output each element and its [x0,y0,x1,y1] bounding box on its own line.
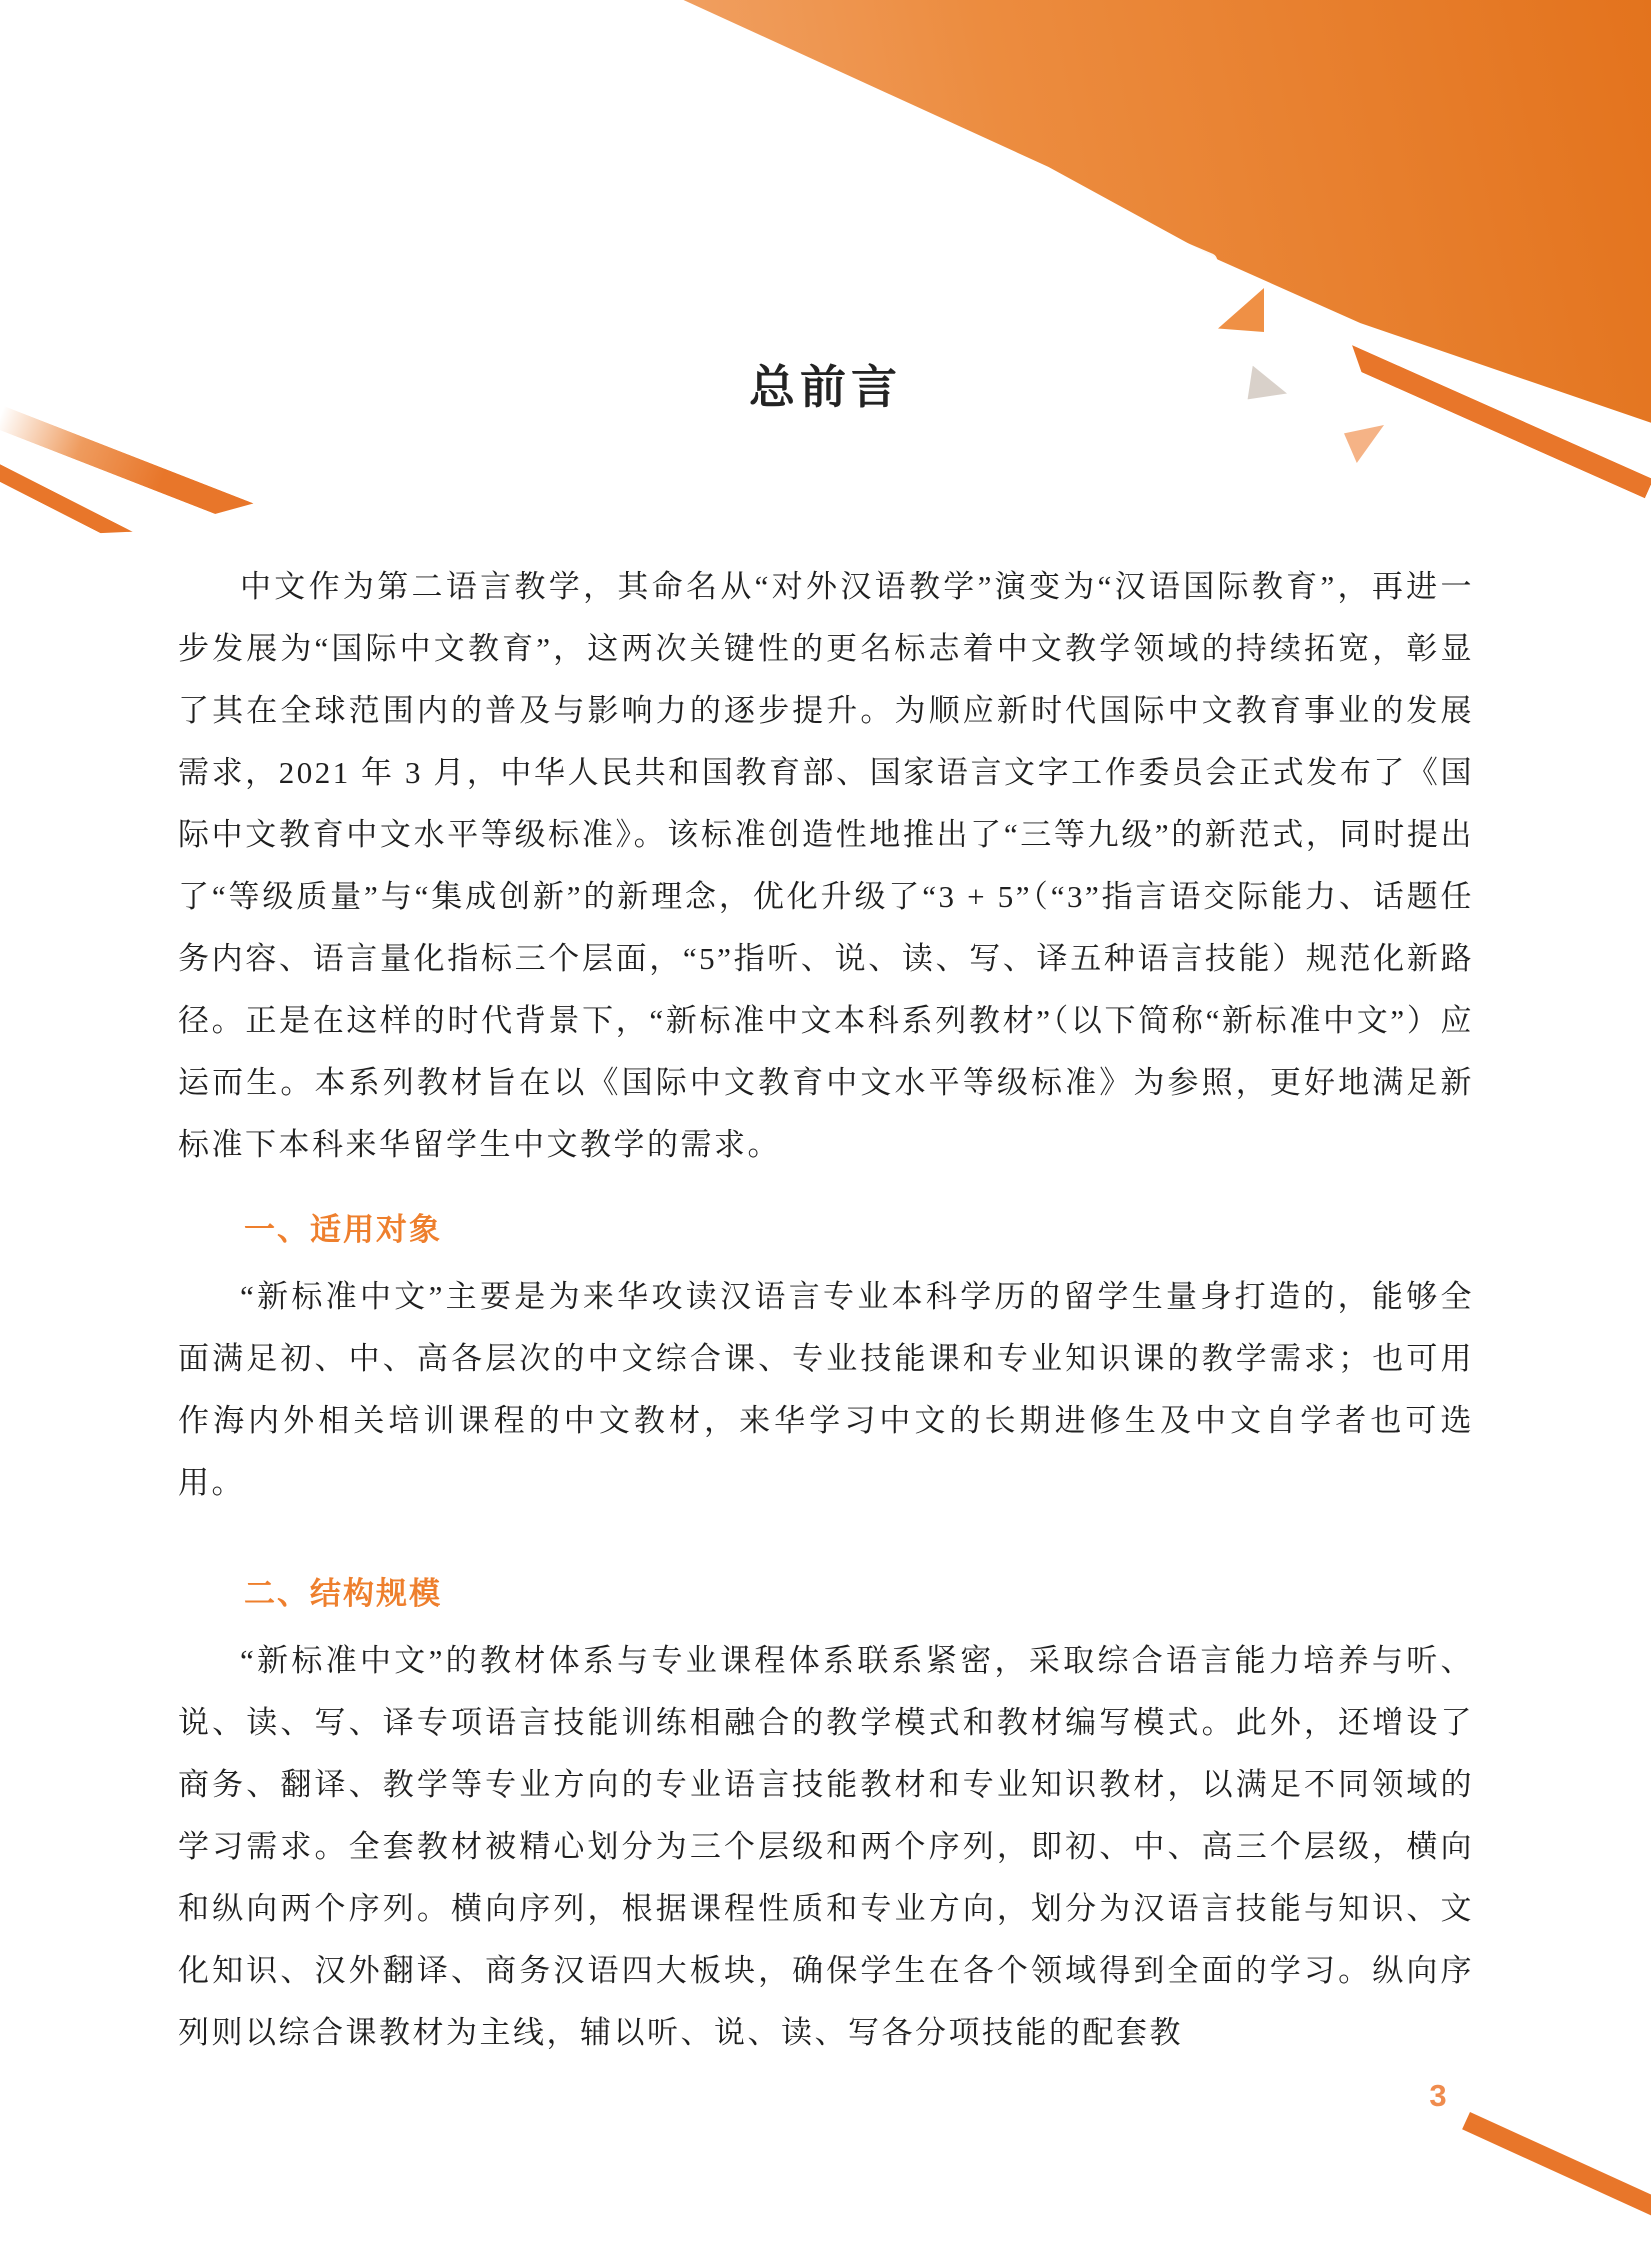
page-title: 总前言 [749,360,902,413]
document-body [178,556,1474,2064]
bottom-right-orange-stripe-decoration [1462,2112,1651,2225]
orange-triangle-decoration [1344,425,1384,463]
orange-triangle-decoration [1218,288,1264,332]
page-number: 3 [1429,2078,1447,2113]
top-right-orange-banner [0,0,1651,560]
section-2-paragraph: “新标准中文”的教材体系与专业课程体系联系紧密，采取综合语言能力培养与听、说、读、写、译专项语言技能训练相融合的教学模式和教材编写模式。此外，还增设了商务、翻译、教学等专业方向的专业语言技能教材和专业知识教材，以满足不同领域的学习需求。全套教材被精心划分为三个层级和两个序列，即初、中、高三个层级，横向和纵向两个序列。横向序列，根据课程性质和专业方向，划分为汉语言技能与知识、文化知识、汉外翻译、商务汉语四大板块，确保学生在各个领域得到全面的学习。纵向序列则以综合课教材为主线，辅以听、说、读、写各分项技能的配套教 [178,1643,1474,2050]
left-orange-stripe-decoration [0,406,254,526]
section-1-paragraph: “新标准中文”主要是为来华攻读汉语言专业本科学历的留学生量身打造的，能够全面满足初、中、高各层次的中文综合课、专业技能课和专业知识课的教学需求；也可用作海内外相关培训课程的中文教材，来华学习中文的长期进修生及中文自学者也可选用。 [178,1279,1474,1500]
section-heading-1: 一、适用对象 [244,1212,442,1247]
section-heading-2: 二、结构规模 [244,1576,442,1611]
intro-paragraph: 中文作为第二语言教学，其命名从“对外汉语教学”演变为“汉语国际教育”，再进一步发展为“国际中文教育”，这两次关键性的更名标志着中文教学领域的持续拓宽，彰显了其在全球范围内的普及与影响力的逐步提升。为顺应新时代国际中文教育事业的发展需求，2021 年 3 月，中华人民共和国教育部、国家语言文字工作委员会正式发布了《国际中文教育中文水平等级标准》。该标准创造性地推出了“三等九级”的新范式，同时提出了“等级质量”与“集成创新”的新理念，优化升级了“3 + 5”（“3”指言语交际能力、话题任务内容、语言量化指标三个层面，“5”指听、说、读、写、译五种语言技能）规范化新路径。正是在这样的时代背景下，“新标准中文本科系列教材”（以下简称“新标准中文”）应运而生。本系列教材旨在以《国际中文教育中文水平等级标准》为参照，更好地满足新标准下本科来华留学生中文教学的需求。 [178,569,1474,1162]
